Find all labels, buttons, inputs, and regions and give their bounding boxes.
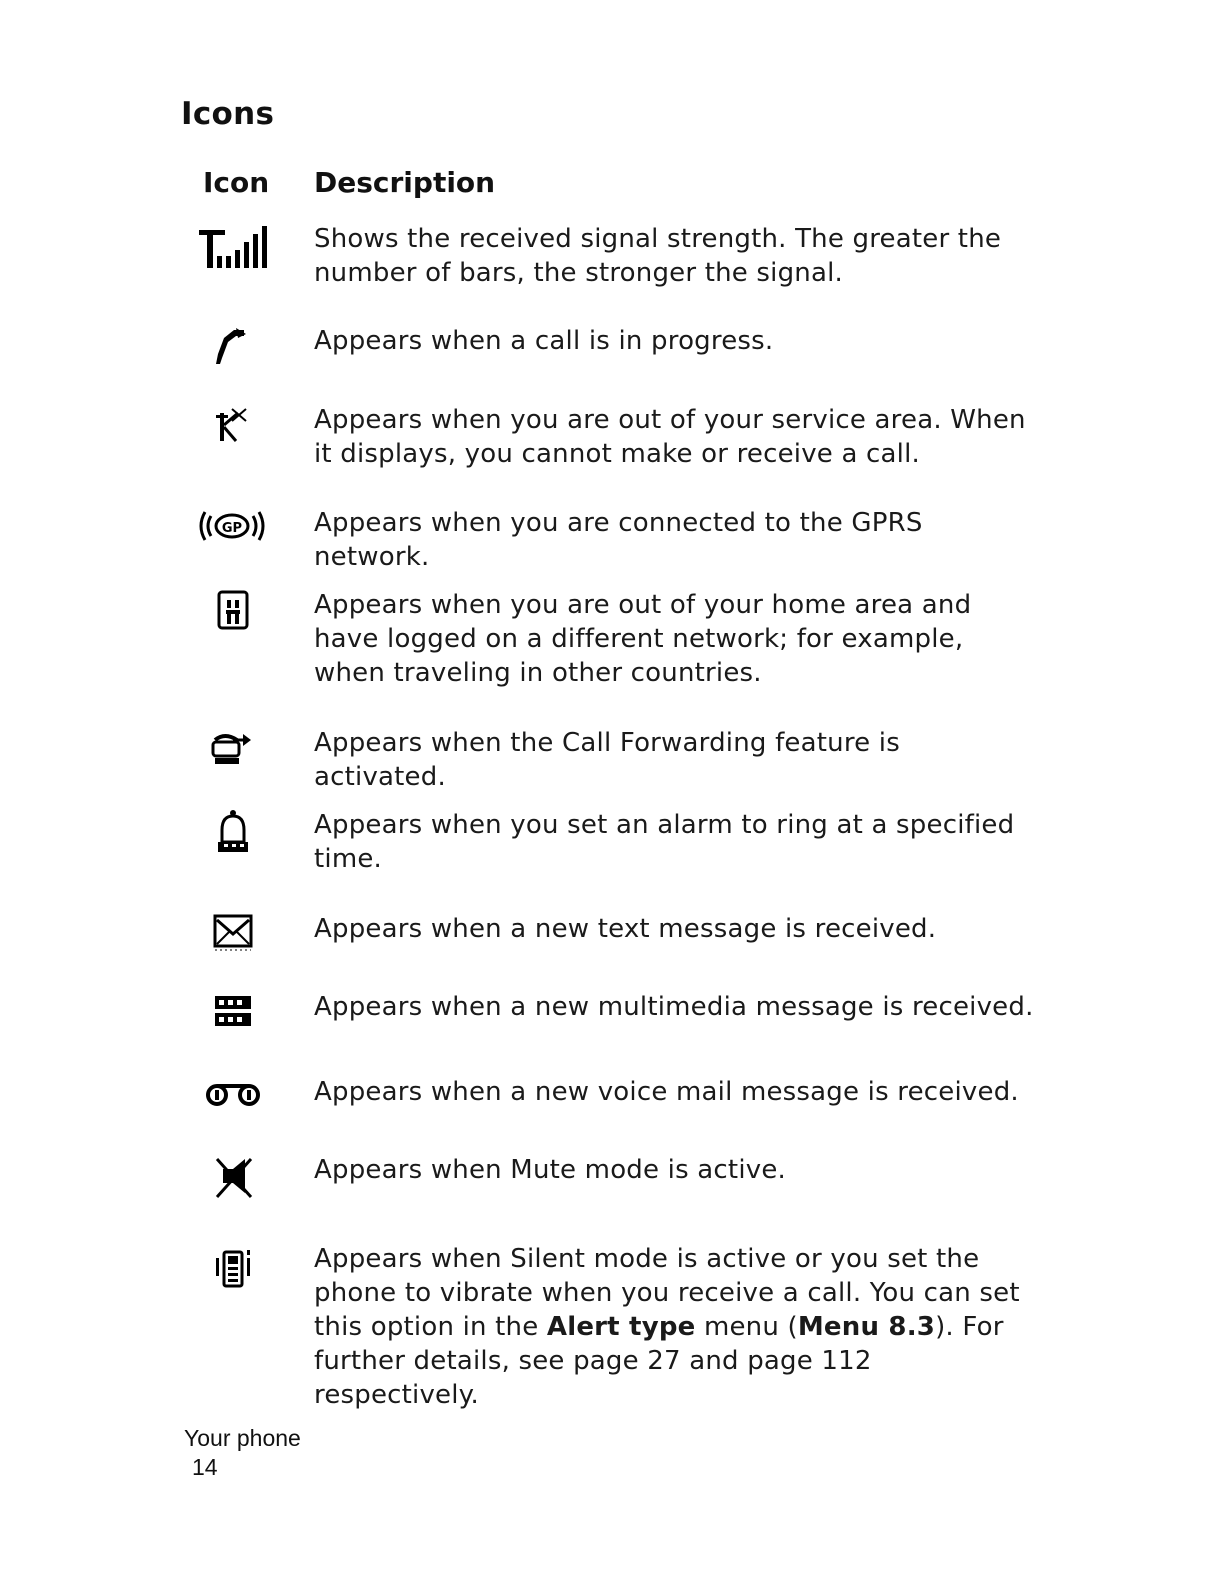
multimedia-message-icon <box>193 990 273 1030</box>
row-description: Appears when you are connected to the GPRS network. <box>314 508 923 572</box>
silent-vibrate-icon <box>193 1242 273 1292</box>
description-text: Appears when Silent mode is active or you set the phone to vibrate when you receive a call. You can set this option in the <box>314 1244 1020 1342</box>
row-description: Appears when the Call Forwarding feature is activated. <box>314 728 900 792</box>
row-description: Appears when you set an alarm to ring at a specified time. <box>314 810 1015 874</box>
row-description <box>314 1242 1034 1412</box>
voice-mail-icon <box>193 1075 273 1111</box>
row-description: Appears when you are out of your home area and have logged on a different network; for example, when traveling in other countries. <box>314 590 972 688</box>
column-header-description: Description <box>314 166 496 199</box>
call-forwarding-icon <box>190 726 270 770</box>
alarm-icon <box>193 808 273 856</box>
alert-type-menu-name: Alert type <box>546 1312 696 1342</box>
description-text: ). For further details, see page 27 and page 112 respectively. <box>314 1312 1004 1410</box>
row-description: Shows the received signal strength. The greater the number of bars, the stronger the signal. <box>314 224 1002 288</box>
svg-text:GP: GP <box>221 521 243 536</box>
call-in-progress-icon <box>190 324 270 368</box>
gprs-icon <box>192 506 272 546</box>
description-text: menu ( <box>695 1312 798 1342</box>
text-message-icon <box>193 912 273 952</box>
column-header-icon: Icon <box>203 166 270 199</box>
page-number: 14 <box>192 1454 218 1480</box>
page-title: Icons <box>181 96 275 132</box>
row-description: Appears when Mute mode is active. <box>314 1155 786 1185</box>
footer-section-name: Your phone <box>184 1425 301 1451</box>
no-service-icon <box>192 403 272 445</box>
roaming-icon <box>193 588 273 632</box>
row-description: Appears when a call is in progress. <box>314 326 774 356</box>
row-description: Appears when you are out of your service area. When it displays, you cannot make or receive a call. <box>314 405 1026 469</box>
page-footer <box>184 1424 301 1482</box>
mute-icon <box>193 1153 273 1201</box>
row-description: Appears when a new voice mail message is received. <box>314 1077 1019 1107</box>
row-description: Appears when a new multimedia message is received. <box>314 992 1034 1022</box>
menu-reference: Menu 8.3 <box>797 1312 936 1342</box>
row-description: Appears when a new text message is received. <box>314 914 937 944</box>
signal-strength-icon <box>195 222 275 270</box>
